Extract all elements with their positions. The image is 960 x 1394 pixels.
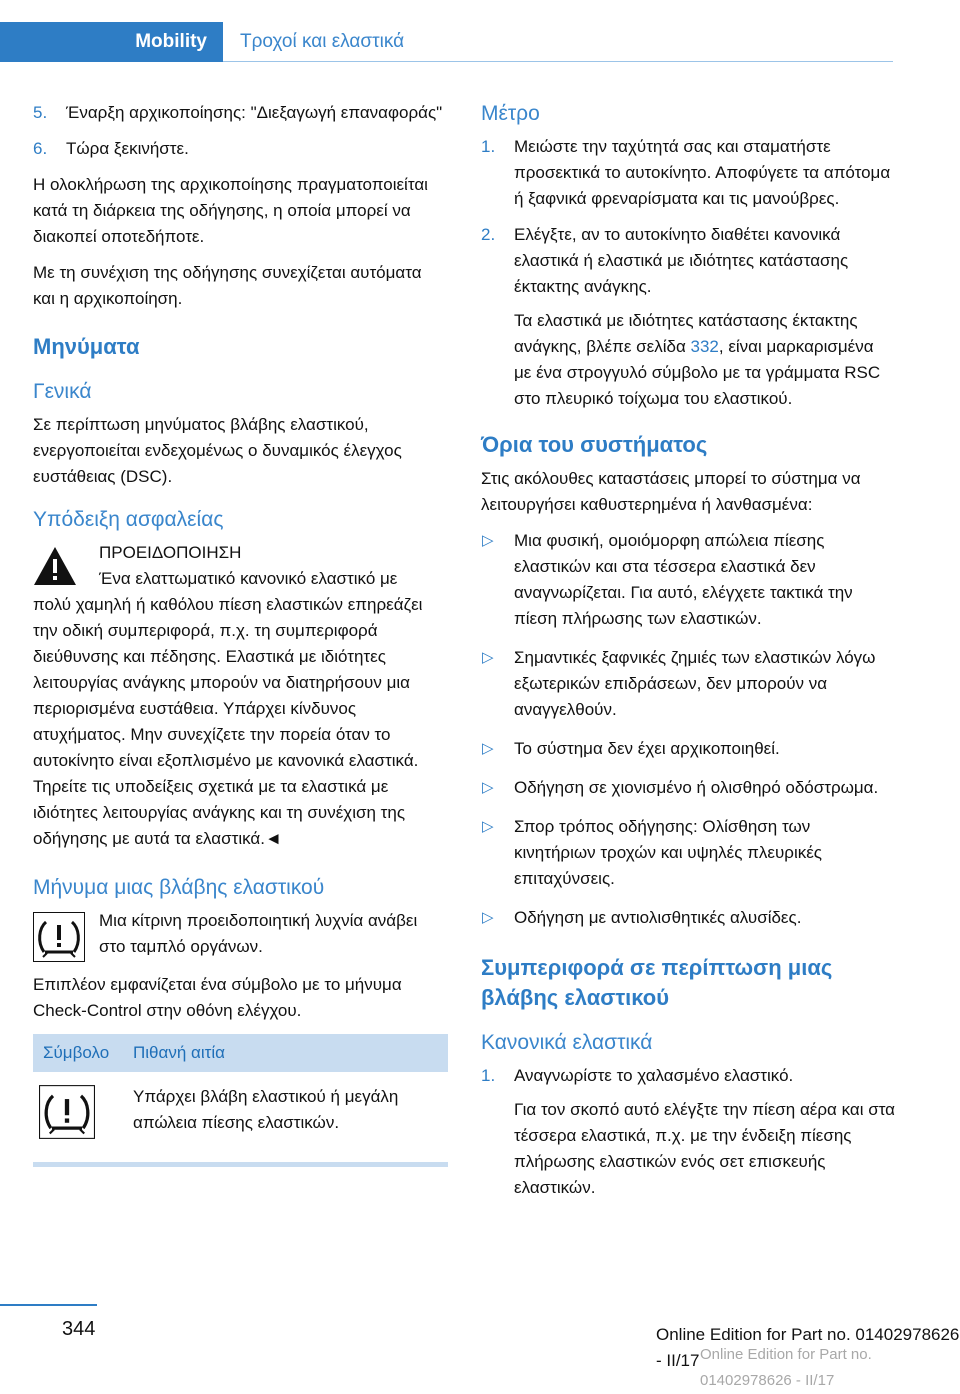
table-cell-cause: Υπάρχει βλάβη ελαστικού ή μεγάλη απώλεια πίεσης ελαστικών. bbox=[133, 1087, 399, 1132]
table-header-cause: Πιθανή αιτία bbox=[127, 1034, 448, 1072]
step-number: 5. bbox=[33, 103, 48, 122]
list-item: ▷ Σημαντικές ξαφνικές ζημιές των ελαστικών λόγω εξωτερικών επιδράσεων, δεν μπορούν να αναγγελθούν. bbox=[481, 645, 895, 723]
measure-item bbox=[481, 222, 895, 412]
paragraph-limits: Στις ακόλουθες καταστάσεις μπορεί το σύστημα να λειτουργήσει καθυστερημένα ή λανθασμένα: bbox=[481, 469, 861, 514]
measure-number: 1. bbox=[481, 137, 496, 156]
bullet-triangle-icon: ▷ bbox=[482, 779, 494, 796]
step-number: 6. bbox=[33, 139, 48, 158]
item-subtext: Για τον σκοπό αυτό ελέγξτε την πίεση αέρα και στα τέσσερα ελαστικά, π.χ. με την ένδειξη πίεσης πλήρωσης ελαστικών ενός σετ επισκευής ελαστικών. bbox=[514, 1100, 896, 1197]
heading-behavior: Συμπεριφορά σε περίπτωση μιας βλάβης ελαστικού bbox=[481, 955, 833, 1010]
paragraph-continuation: Με τη συνέχιση της οδήγησης συνεχίζεται αυτόματα και η αρχικοποίηση. bbox=[33, 263, 422, 308]
bullet-triangle-icon: ▷ bbox=[482, 532, 494, 549]
warning-title: ΠΡΟΕΙΔΟΠΟΙΗΣΗ bbox=[99, 543, 242, 562]
page-link[interactable]: 332 bbox=[690, 337, 719, 356]
normal-tires-item bbox=[481, 1063, 895, 1201]
paragraph-completion: Η ολοκλήρωση της αρχικοποίησης πραγματοποιείται κατά τη διάρκεια της οδήγησης, η οποία μπορεί να διακοπεί οποτεδήποτε. bbox=[33, 175, 428, 246]
tire-pressure-warning-icon bbox=[39, 1084, 95, 1140]
list-item: ▷ Σπορ τρόπος οδήγησης: Ολίσθηση των κινητήριων τροχών και υψηλές πλευρικές επιταχύνσεις. bbox=[481, 814, 895, 892]
heading-messages: Μηνύματα bbox=[33, 334, 140, 359]
list-item: ▷ Οδήγηση σε χιονισμένο ή ολισθηρό οδόστρωμα. bbox=[481, 775, 895, 801]
paragraph-check-control: Επιπλέον εμφανίζεται ένα σύμβολο με το μήνυμα Check-Control στην οθόνη ελέγχου. bbox=[33, 975, 402, 1020]
fault-indicator-row bbox=[33, 908, 448, 960]
table-cell-symbol bbox=[33, 1072, 127, 1162]
table-header-row bbox=[33, 1034, 448, 1072]
item-number: 1. bbox=[481, 1066, 496, 1085]
header-chapter-title: Τροχοί και ελαστικά bbox=[240, 31, 405, 52]
footer-edition: Online Edition for Part no. 01402978626 - II/17 bbox=[656, 1325, 960, 1370]
footer-rule bbox=[0, 1304, 97, 1306]
item-text: Αναγνωρίστε το χαλασμένο ελαστικό. bbox=[514, 1066, 794, 1085]
measure-subtext: Τα ελαστικά με ιδιότητες κατάστασης έκτακτης ανάγκης, βλέπε σελίδα 332, είναι μαρκαρισμένα με ένα στρογγυλό σύμβολο με τα γράμματα RSC στο πλευρικό τοίχωμα του ελαστικού. bbox=[514, 311, 881, 408]
heading-normal-tires: Κανονικά ελαστικά bbox=[481, 1031, 653, 1054]
measure-item bbox=[481, 134, 895, 212]
bullet-triangle-icon: ▷ bbox=[482, 818, 494, 835]
warning-intro: Ένα ελαττωματικό κανονικό ελαστικό με bbox=[99, 569, 398, 588]
tire-pressure-warning-icon bbox=[33, 912, 85, 962]
bullet-triangle-icon: ▷ bbox=[482, 909, 494, 926]
header-rule bbox=[223, 61, 893, 62]
left-column bbox=[33, 100, 448, 1167]
page-number: 344 bbox=[62, 1318, 96, 1340]
right-column bbox=[481, 100, 895, 1211]
step-item bbox=[33, 100, 448, 126]
warning-triangle-icon bbox=[33, 546, 77, 586]
watermark: Online Edition for Part no. 01402978626 - II/17 bbox=[700, 1346, 872, 1389]
heading-general: Γενικά bbox=[33, 380, 92, 403]
heading-safety-note: Υπόδειξη ασφαλείας bbox=[33, 508, 224, 531]
heading-measure: Μέτρο bbox=[481, 102, 540, 125]
list-item: ▷ Οδήγηση με αντιολισθητικές αλυσίδες. bbox=[481, 905, 895, 931]
table-header-symbol: Σύμβολο bbox=[33, 1034, 127, 1072]
step-text: Τώρα ξεκινήστε. bbox=[66, 139, 189, 158]
measure-text: Ελέγξτε, αν το αυτοκίνητο διαθέτει κανονικά ελαστικά ή ελαστικά με ιδιότητες κατάστασης έκτακτης ανάγκης. bbox=[514, 225, 849, 296]
measure-number: 2. bbox=[481, 225, 496, 244]
list-item: ▷ Μια φυσική, ομοιόμορφη απώλεια πίεσης ελαστικών και στα τέσσερα ελαστικά δεν αναγνωρίζεται. Για αυτό, ελέγχετε τακτικά την πίεση πλήρωσης των ελαστικών. bbox=[481, 528, 895, 632]
list-item: ▷ Το σύστημα δεν έχει αρχικοποιηθεί. bbox=[481, 736, 895, 762]
bullet-triangle-icon: ▷ bbox=[482, 740, 494, 757]
symbol-table bbox=[33, 1034, 448, 1162]
paragraph-general: Σε περίπτωση μηνύματος βλάβης ελαστικού, ενεργοποιείται ενδεχομένως ο δυναμικός έλεγχος ευστάθειας (DSC). bbox=[33, 415, 402, 486]
fault-indicator-text: Μια κίτρινη προειδοποιητική λυχνία ανάβει στο ταμπλό οργάνων. bbox=[99, 911, 418, 956]
bullet-triangle-icon: ▷ bbox=[482, 649, 494, 666]
warning-block bbox=[33, 540, 448, 592]
table-row bbox=[33, 1072, 448, 1162]
measure-text: Μειώστε την ταχύτητά σας και σταματήστε προσεκτικά το αυτοκίνητο. Αποφύγετε τα απότομα ή ξαφνικά φρεναρίσματα και τις μανούβρες. bbox=[514, 137, 891, 208]
table-bottom-rule bbox=[33, 1162, 448, 1167]
heading-system-limits: Όρια του συστήματος bbox=[481, 432, 708, 457]
heading-fault-message: Μήνυμα μιας βλάβης ελαστικού bbox=[33, 876, 325, 899]
step-text: Έναρξη αρχικοποίησης: "Διεξαγωγή επαναφοράς" bbox=[66, 103, 443, 122]
step-item bbox=[33, 136, 448, 162]
header-section-tab: Mobility bbox=[0, 22, 223, 62]
warning-body: πολύ χαμηλή ή καθόλου πίεση ελαστικών επηρεάζει την οδική συμπεριφορά, π.χ. τη συμπεριφορά διεύθυνσης και πέδησης. Ελαστικά με ιδιότητες λειτουργίας ανάγκης μπορούν να διατηρήσουν μια περιορισμένα ευστάθεια. Υπάρχει κίνδυνος ατυχήματος. Μην συνεχίζετε την πορεία όταν το αυτοκίνητο είναι εξοπλισμένο με κανονικά ελαστικά. Τηρείτε τις υποδείξεις σχετικά με τα ελαστικά με ιδιότητες λειτουργίας ανάγκης και τη συνέχιση της οδήγησης με αυτά τα ελαστικά.◄ bbox=[33, 595, 423, 848]
running-header bbox=[0, 22, 893, 62]
